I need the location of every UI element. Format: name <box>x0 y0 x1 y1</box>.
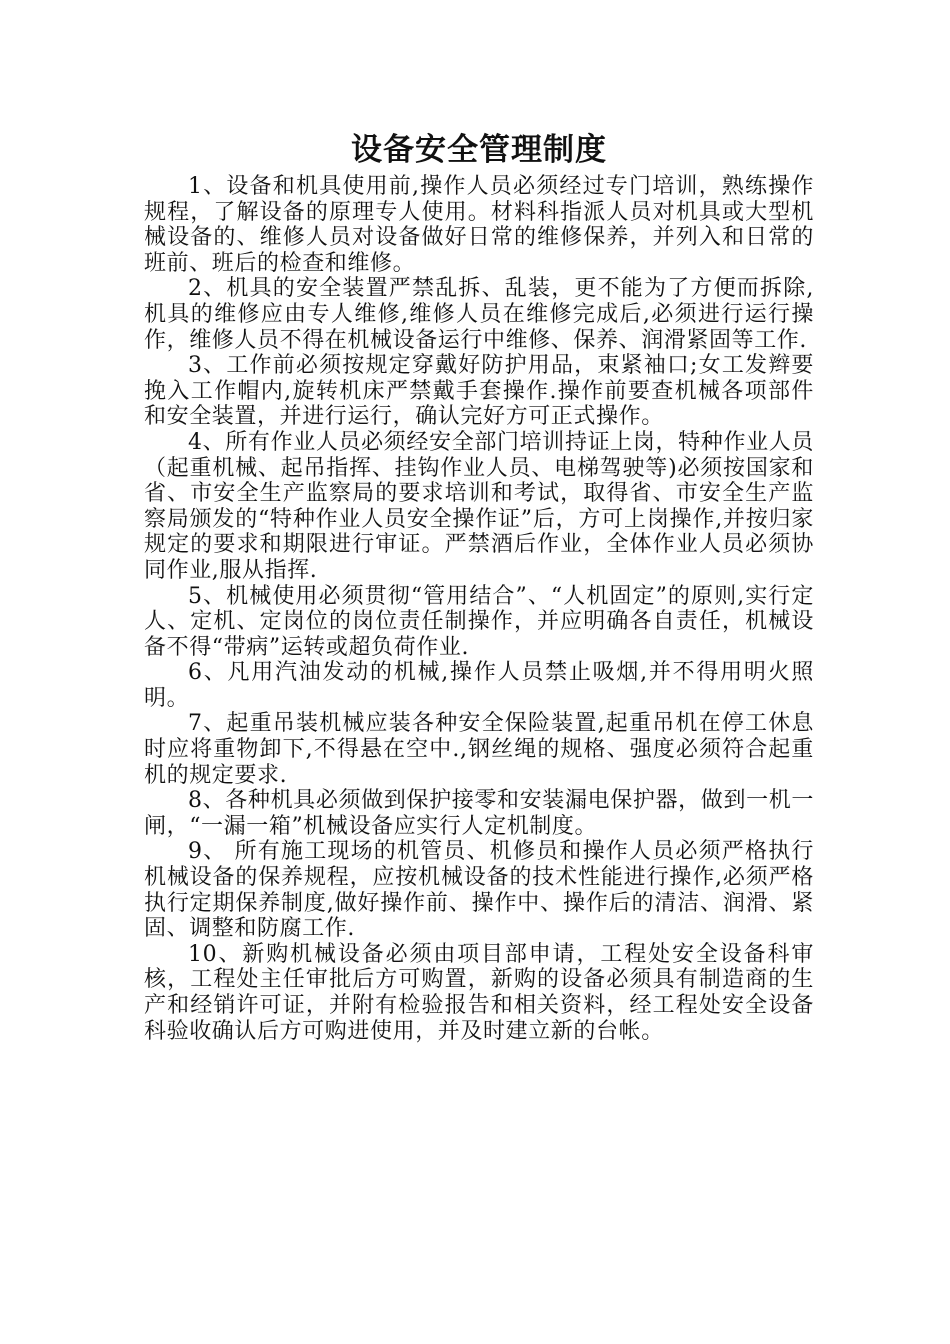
paragraph-6: 6、凡用汽油发动的机械,操作人员禁止吸烟,并不得用明火照明。 <box>144 660 814 711</box>
paragraph-5: 5、机械使用必须贯彻“管用结合”、“人机固定”的原则,实行定人、定机、定岗位的岗位责任制操作，并应明确各自责任，机械设备不得“带病”运转或超负荷作业. <box>144 583 814 660</box>
paragraph-2: 2、机具的安全装置严禁乱拆、乱装，更不能为了方便而拆除,机具的维修应由专人维修,维修人员在维修完成后,必须进行运行操作，维修人员不得在机械设备运行中维修、保养、润滑紧固等工作. <box>144 276 814 353</box>
paragraph-1: 1、设备和机具使用前,操作人员必须经过专门培训，熟练操作规程，了解设备的原理专人使用。材料科指派人员对机具或大型机械设备的、维修人员对设备做好日常的维修保养，并列入和日常的班前、班后的检查和维修。 <box>144 174 814 276</box>
document-body <box>144 174 814 1044</box>
paragraph-10: 10、新购机械设备必须由项目部申请，工程处安全设备科审核，工程处主任审批后方可购置，新购的设备必须具有制造商的生产和经销许可证，并附有检验报告和相关资料，经工程处安全设备科验收确认后方可购进使用，并及时建立新的台帐。 <box>144 941 814 1044</box>
paragraph-9: 9、 所有施工现场的机管员、机修员和操作人员必须严格执行机械设备的保养规程，应按机械设备的技术性能进行操作,必须严格执行定期保养制度,做好操作前、操作中、操作后的清洁、润滑、紧固、调整和防腐工作. <box>144 839 814 942</box>
document-page <box>144 128 814 1044</box>
paragraph-4: 4、所有作业人员必须经安全部门培训持证上岗，特种作业人员（起重机械、起吊指挥、挂钩作业人员、电梯驾驶等)必须按国家和省、市安全生产监察局的要求培训和考试，取得省、市安全生产监察局颁发的“特种作业人员安全操作证”后，方可上岗操作,并按归家规定的要求和期限进行审证。严禁酒后作业，全体作业人员必须协同作业,服从指挥. <box>144 429 814 583</box>
paragraph-7: 7、起重吊装机械应装各种安全保险装置,起重吊机在停工休息时应将重物卸下,不得悬在空中.,钢丝绳的规格、强度必须符合起重机的规定要求. <box>144 711 814 788</box>
paragraph-8: 8、各种机具必须做到保护接零和安装漏电保护器，做到一机一闸，“一漏一箱”机械设备应实行人定机制度。 <box>144 788 814 839</box>
document-title: 设备安全管理制度 <box>351 132 607 168</box>
paragraph-3: 3、工作前必须按规定穿戴好防护用品，束紧袖口;女工发辫要挽入工作帽内,旋转机床严禁戴手套操作.操作前要查机械各项部件和安全装置，并进行运行，确认完好方可正式操作。 <box>144 353 814 430</box>
